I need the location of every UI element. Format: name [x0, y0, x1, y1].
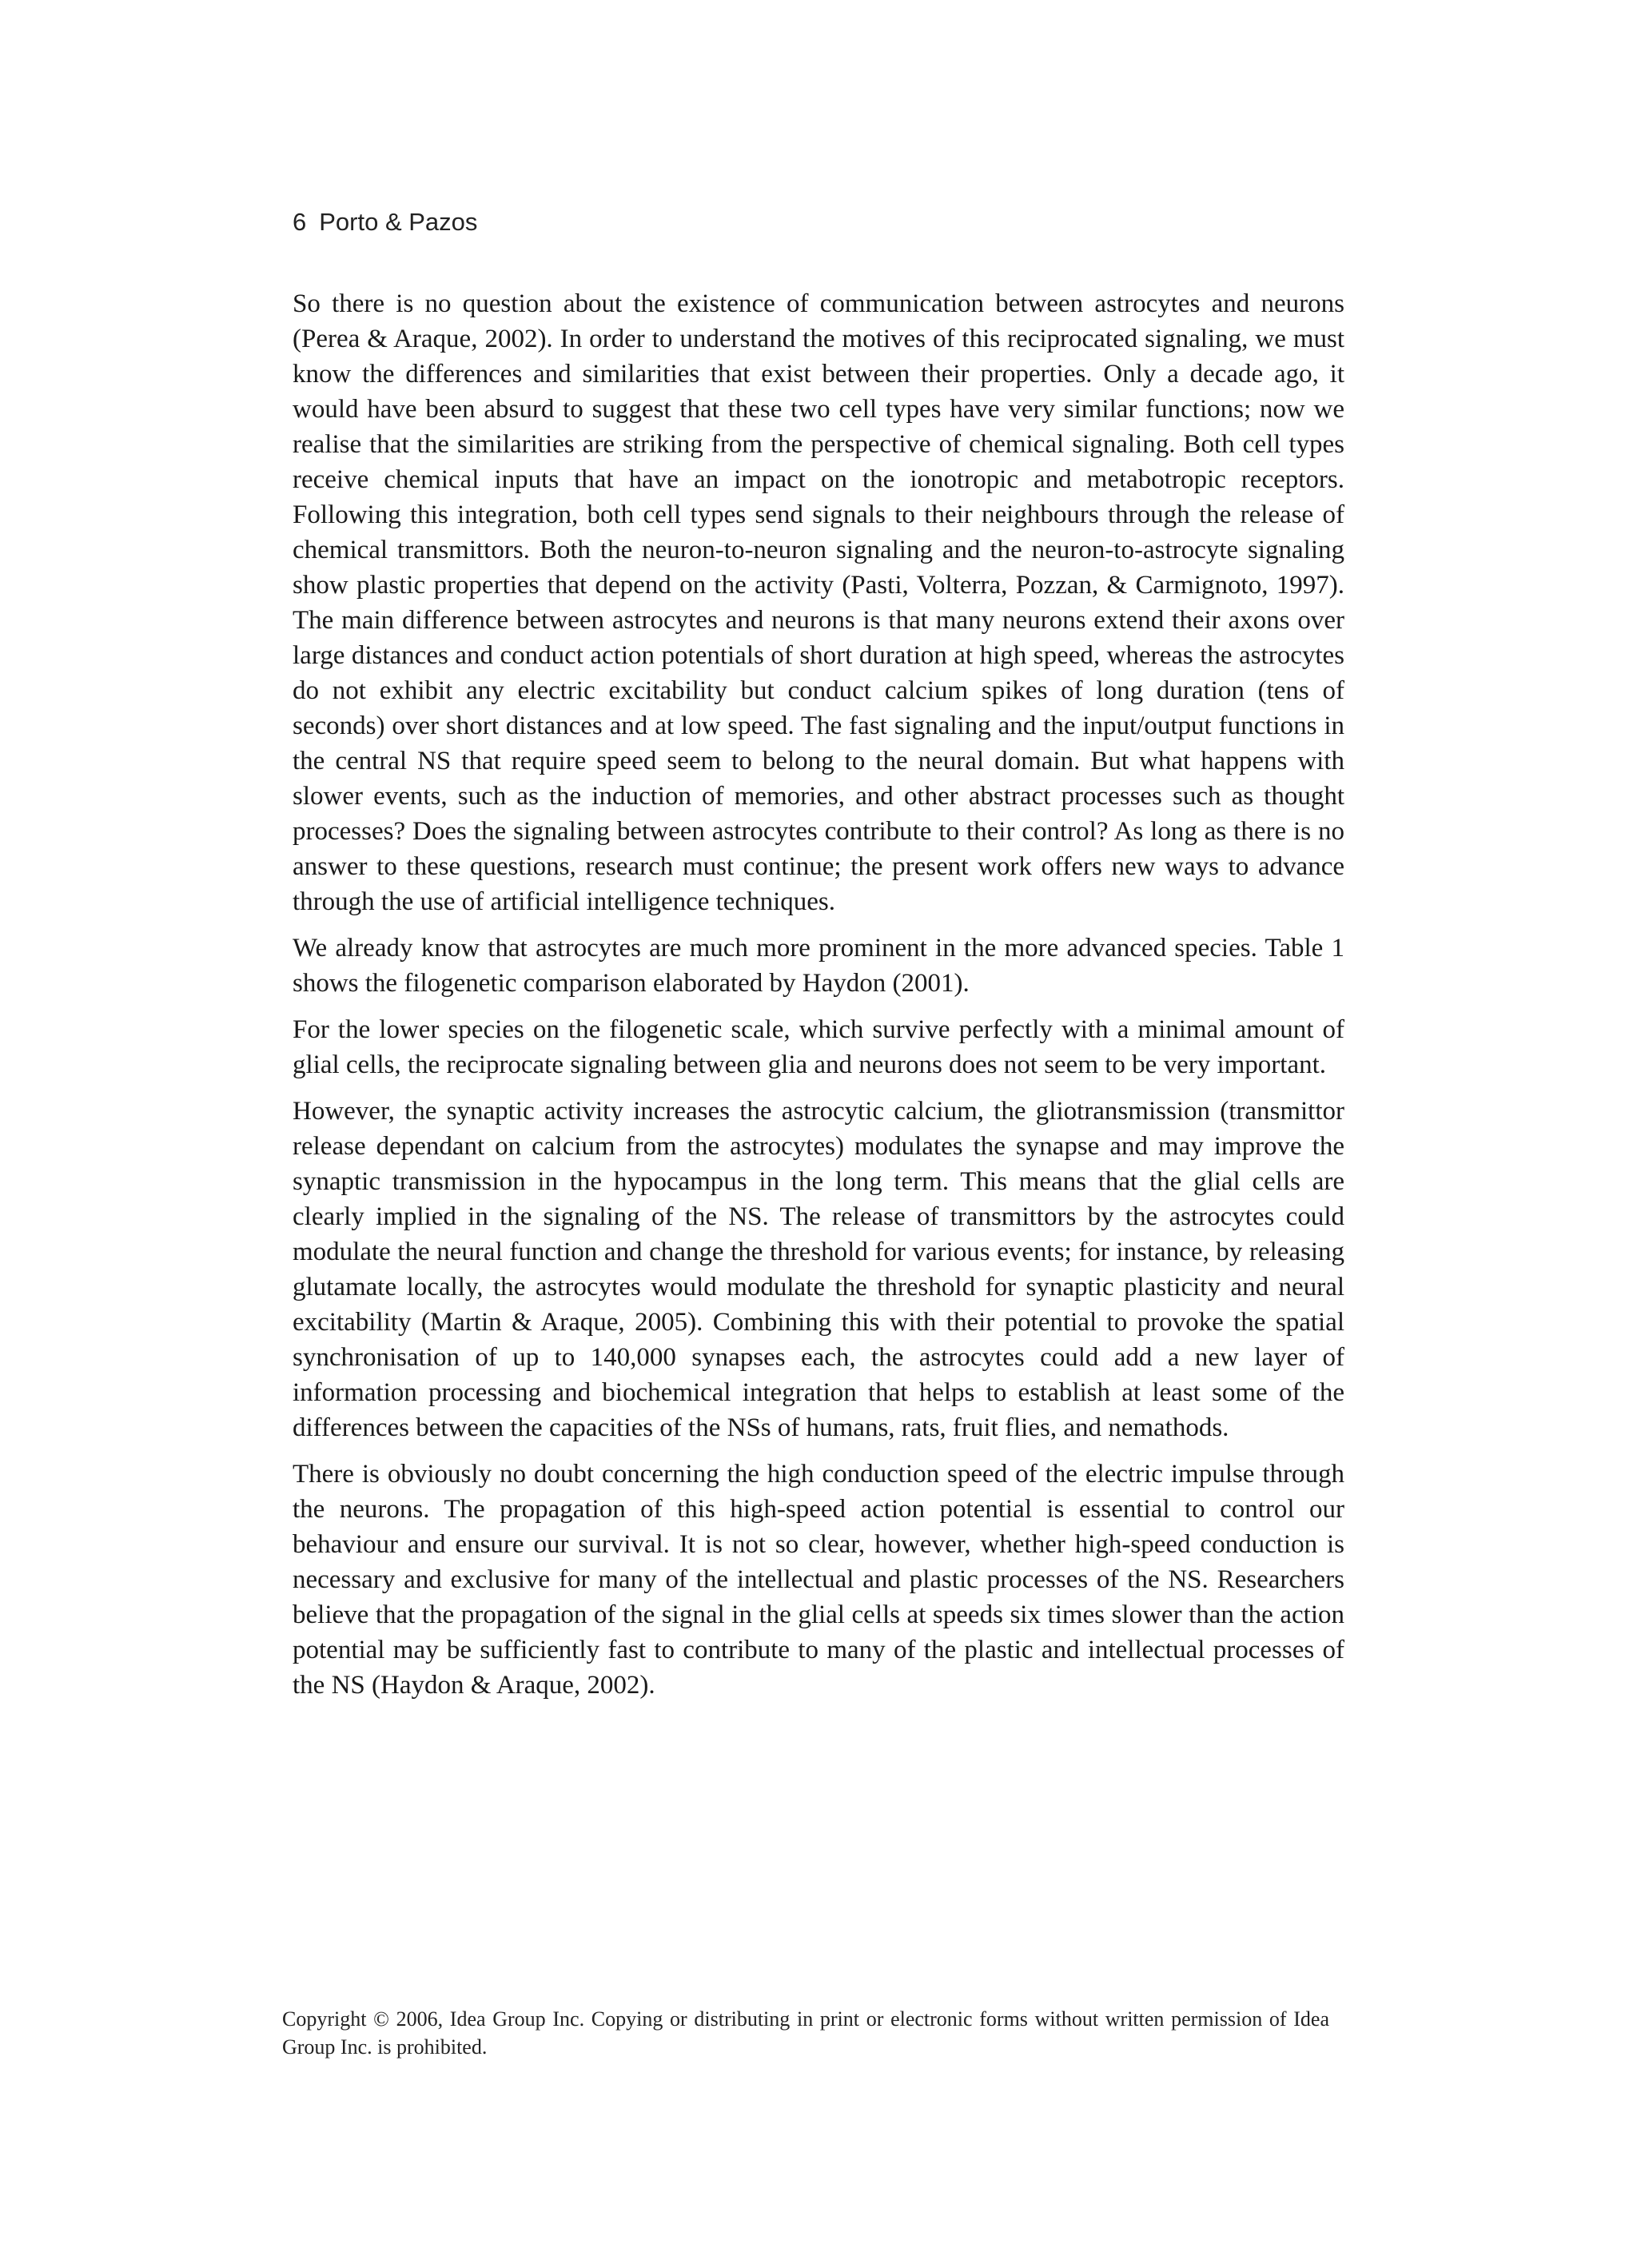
paragraph-3: For the lower species on the filogenetic scale, which survive perfectly with a minimal amount of glial cells, the reciprocate signaling between glia and neurons does not seem to be very important.: [293, 1015, 1344, 1079]
paragraph-5: There is obviously no doubt concerning the high conduction speed of the electric impulse through the neurons. The propagation of this high-speed action potential is essential to control our behaviour and ensure our survival. It is not so clear, however, whether high-speed conduction is necessary and exclusive for many of the intellectual and plastic processes of the NS. Researchers believe that the propagation of the signal in the glial cells at speeds six times slower than the action potential may be sufficiently fast to contribute to many of the plastic and intellectual processes of the NS (Haydon & Araque, 2002).: [293, 1460, 1344, 1700]
page-number: 6: [293, 208, 307, 236]
copyright-text: Copyright © 2006, Idea Group Inc. Copying or distributing in print or electronic forms without written permission of Idea Group Inc. is prohibited.: [282, 2007, 1329, 2059]
paragraph-4: However, the synaptic activity increases the astrocytic calcium, the gliotransmission (transmittor release dependant on calcium from the astrocytes) modulates the synapse and may improve the synaptic transmission in the hypocampus in the long term. This means that the glial cells are clearly implied in the signaling of the NS. The release of transmittors by the astrocytes could modulate the neural function and change the threshold for various events; for instance, by releasing glutamate locally, the astrocytes would modulate the threshold for synaptic plasticity and neural excitability (Martin & Araque, 2005). Combining this with their potential to provoke the spatial synchronisation of up to 140,000 synapses each, the astrocytes could add a new layer of information processing and biochemical integration that helps to establish at least some of the differences between the capacities of the NSs of humans, rats, fruit flies, and nemathods.: [293, 1097, 1344, 1442]
running-head-authors: Porto & Pazos: [319, 208, 478, 236]
paragraph-2: We already know that astrocytes are much more prominent in the more advanced species. Table 1 shows the filogenetic comparison elaborated by Haydon (2001).: [293, 934, 1344, 998]
paragraph-1: So there is no question about the existence of communication between astrocytes and neurons (Perea & Araque, 2002). In order to understand the motives of this reciprocated signaling, we must know the differences and similarities that exist between their properties. Only a decade ago, it would have been absurd to suggest that these two cell types have very similar functions; now we realise that the similarities are striking from the perspective of chemical signaling. Both cell types receive chemical inputs that have an impact on the ionotropic and metabotropic receptors. Following this integration, both cell types send signals to their neighbours through the release of chemical transmittors. Both the neuron-to-neuron signaling and the neuron-to-astrocyte signaling show plastic properties that depend on the activity (Pasti, Volterra, Pozzan, & Carmignoto, 1997). The main difference between astrocytes and neurons is that many neurons extend their axons over large distances and conduct action potentials of short duration at high speed, whereas the astrocytes do not exhibit any electric excitability but conduct calcium spikes of long duration (tens of seconds) over short distances and at low speed. The fast signaling and the input/output functions in the central NS that require speed seem to belong to the neural domain. But what happens with slower events, such as the induction of memories, and other abstract processes such as thought processes? Does the signaling between astrocytes contribute to their control? As long as there is no answer to these questions, research must continue; the present work offers new ways to advance through the use of artificial intelligence techniques.: [293, 289, 1344, 916]
running-head: [293, 206, 477, 238]
copyright-notice: [282, 2005, 1329, 2061]
body-text: [293, 286, 1344, 1714]
